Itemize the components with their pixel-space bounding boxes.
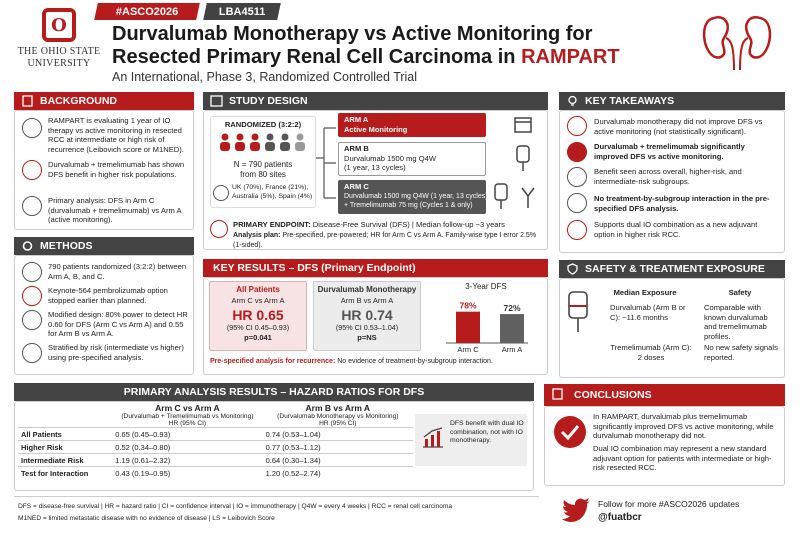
- shield-icon: [22, 160, 42, 180]
- abbreviations-1: DFS = disease-free survival | HR = hazard ratio | CI = confidence interval | IO = immunotherapy | Q4W = every 4 weeks | RCC = renal cell carcinoma: [18, 503, 453, 510]
- bar-arm-a: [500, 314, 524, 343]
- table-row: All Patients 0.65 (0.45–0.93) 0.74 (0.53–1.04): [18, 428, 413, 441]
- abstract-badge: LBA4511: [203, 3, 281, 20]
- title-line2: Resected Primary Renal Cell Carcinoma in RAMPART: [112, 46, 620, 68]
- background-item-2: Durvalumab + tremelimumab has shown DFS benefit in higher risk populations.: [48, 160, 185, 179]
- arm-a-title: ARM A: [344, 115, 369, 124]
- lightbulb-icon: [566, 95, 579, 107]
- exposure-tremelimumab: Tremelimumab (Arm C): 2 doses: [610, 343, 692, 362]
- sample-size: N = 790 patients from 80 sites: [233, 160, 293, 179]
- arm-c-title: ARM C: [344, 182, 369, 191]
- people-icon: [22, 196, 42, 216]
- page-title: [112, 23, 672, 69]
- hashtag-badge: #ASCO2026: [94, 3, 200, 20]
- methods-header: METHODS: [14, 237, 194, 255]
- trend-up-icon: [420, 425, 446, 451]
- gear-icon: [21, 240, 34, 252]
- randomized-label: RANDOMIZED (3:2:2): [224, 120, 302, 129]
- x-circle-icon: [567, 116, 587, 136]
- background-item-3: Primary analysis: DFS in Arm C (durvalumab + tremelimumab) vs Arm A (active monitoring).: [48, 196, 182, 225]
- arm-c-line1: Durvalumab 1500 mg Q4W (1 year, 13 cycles): [344, 193, 488, 200]
- value-label: 78%: [459, 300, 477, 311]
- conclusion-1: In RAMPART, durvalumab plus tremelimumab significantly improved DFS vs active monitoring, while durvalumab monotherapy did not.: [593, 412, 774, 441]
- iv-bag-icon: [565, 290, 591, 334]
- globe-icon: [213, 185, 229, 201]
- shield-check-icon: [567, 193, 587, 213]
- iv-bag-icon: [513, 144, 533, 172]
- value-label: 72%: [503, 303, 521, 314]
- flowchart-icon: [210, 95, 223, 107]
- table-row: Test for Interaction 0.43 (0.19–0.95) 1.20 (0.52–2.74): [18, 467, 413, 480]
- kidney-icon: [22, 286, 42, 306]
- arm-a-desc: Active Monitoring: [344, 125, 408, 134]
- footer-divider: [14, 496, 539, 497]
- methods-item-3: Modified design: 80% power to detect HR 0.60 for DFS (Arm C vs Arm A) and 0.55 for Arm B vs Arm A.: [48, 310, 188, 339]
- study-design-header: STUDY DESIGN: [203, 92, 548, 110]
- follow-text: Follow for more #ASCO2026 updates: [598, 499, 740, 509]
- key-results-header: KEY RESULTS – DFS (Primary Endpoint): [203, 259, 548, 277]
- block-o-icon: O: [42, 8, 76, 42]
- methods-item-2: Keynote-564 pembrolizumab option stopped earlier than planned.: [48, 286, 168, 305]
- safety-header: SAFETY & TREATMENT EXPOSURE: [559, 260, 785, 278]
- title-line1: Durvalumab Monotherapy vs Active Monitoring for: [112, 23, 593, 45]
- col-arm-c: Arm C vs Arm A (Durvalumab + Tremelimumab vs Monitoring) HR (95% CI): [121, 403, 254, 427]
- takeaway-3: Benefit seen across overall, higher-risk, and intermediate-risk subgroups.: [594, 167, 742, 186]
- iv-antibody-icon: [492, 182, 542, 210]
- takeaway-4: No treatment-by-subgroup interaction in the pre-specified DFS analysis.: [594, 194, 770, 213]
- check-circle-icon: [553, 415, 587, 449]
- target-icon: [22, 118, 42, 138]
- arm-b-line1: Durvalumab 1500 mg Q4W: [344, 154, 437, 163]
- trial-name: RAMPART: [521, 46, 620, 68]
- conclusions-header: CONCLUSIONS: [544, 384, 785, 406]
- takeaway-1: Durvalumab monotherapy did not improve DFS vs active monitoring (not statistically significant).: [594, 117, 763, 136]
- safety-signals: No new safety signals reported.: [704, 343, 778, 362]
- primary-endpoint: PRIMARY ENDPOINT: Disease-Free Survival (DFS) | Median follow-up ~3 years: [233, 220, 505, 229]
- twitter-bird-icon: [562, 497, 592, 523]
- category-label: Arm A: [501, 345, 523, 354]
- branch-arrows: [316, 118, 338, 208]
- arm-b-title: ARM B: [344, 144, 369, 153]
- hr-table: [18, 403, 413, 480]
- clipboard-icon: [551, 388, 564, 400]
- kidneys-icon: [700, 10, 774, 72]
- kidney-icon: [567, 220, 587, 240]
- clipboard-icon: [21, 95, 34, 107]
- safety-title: Safety: [728, 288, 752, 297]
- analysis-plan: Analysis plan: Pre-specified, pre-powered; HR for Arm C vs Arm A. Family-wise type I error 2.5% (1-sided).: [233, 232, 537, 249]
- univ-line1: THE OHIO STATE: [17, 46, 101, 57]
- target-icon: [22, 310, 42, 330]
- check-circle-icon: [567, 142, 587, 162]
- background-header: BACKGROUND: [14, 92, 194, 110]
- conclusion-2: Dual IO combination may represent a new standard adjuvant option for patients with intermediate or high-risk resected RCC.: [593, 444, 772, 473]
- table-row: Higher Risk 0.52 (0.34–0.80) 0.77 (0.53–1.12): [18, 441, 413, 454]
- chart-title: 3-Year DFS: [465, 282, 507, 291]
- university-logo: [14, 8, 104, 78]
- abbreviations-2: M1NED = limited metastatic disease with no evidence of disease | LS = Leibovich Score: [18, 515, 275, 522]
- target-icon: [210, 220, 228, 238]
- subgroup-note: Pre-specified analysis for recurrence: No evidence of treatment-by-subgroup interaction.: [210, 358, 493, 365]
- methods-item-1: 790 patients randomized (3:2:2) between Arm A, B, and C.: [48, 262, 187, 281]
- univ-line2: UNIVERSITY: [27, 58, 91, 69]
- side-note: DFS benefit with dual IO combination, not with IO monotherapy.: [450, 420, 524, 445]
- takeaway-2: Durvalumab + tremelimumab significantly improved DFS vs active monitoring.: [594, 142, 745, 161]
- group-icon: [22, 262, 42, 282]
- exposure-durvalumab: Durvalumab (Arm B or C): ~11.6 months: [610, 303, 686, 322]
- table-row: Intermediate Risk 1.19 (0.61–2.32) 0.64 (0.30–1.34): [18, 454, 413, 467]
- dfs-bar-chart: [428, 280, 544, 354]
- durvalumab-card: Durvalumab Monotherapy Arm B vs Arm A HR 0.74 (95% CI 0.53–1.04) p=NS: [313, 281, 421, 351]
- subtitle: An International, Phase 3, Randomized Controlled Trial: [112, 70, 418, 84]
- arm-c-line2: + Tremelimumab 75 mg (Cycles 1 & only): [344, 202, 473, 209]
- all-patients-card: All Patients Arm C vs Arm A HR 0.65 (95% CI 0.45–0.93) p=0.041: [209, 281, 307, 351]
- col-arm-b: Arm B vs Arm A (Durvalumab Monotherapy vs Monitoring) HR (95% CI): [277, 403, 399, 427]
- trend-chart-icon: [567, 167, 587, 187]
- chart-marks: [456, 301, 524, 354]
- list-icon: [22, 343, 42, 363]
- arm-b-line2: (1 year, 13 cycles): [344, 163, 406, 172]
- methods-item-4: Stratified by risk (intermediate vs higher) using pre-specified analysis.: [48, 343, 184, 362]
- takeaway-5: Supports dual IO combination as a new adjuvant option in higher risk RCC.: [594, 220, 758, 239]
- countries: UK (70%), France (21%), Australia (5%), Spain (4%): [232, 184, 313, 200]
- safety-profile: Comparable with known durvalumab and tremelimumab profiles.: [704, 303, 768, 341]
- hr-table-header: PRIMARY ANALYSIS RESULTS – HAZARD RATIOS FOR DFS: [14, 383, 534, 401]
- calendar-icon: [513, 114, 533, 134]
- bar-arm-c: [456, 312, 480, 343]
- shield-icon: [566, 263, 579, 275]
- patients-icon: [218, 132, 310, 154]
- takeaways-header: KEY TAKEAWAYS: [559, 92, 785, 110]
- median-exposure-title: Median Exposure: [613, 288, 677, 297]
- twitter-handle[interactable]: @fuatbcr: [598, 512, 642, 523]
- category-label: Arm C: [457, 345, 479, 354]
- background-item-1: RAMPART is evaluating 1 year of IO therapy vs active monitoring in resected RCC at intermediate or high risk of recurrence (Leibovich score or M1NED).: [48, 116, 184, 154]
